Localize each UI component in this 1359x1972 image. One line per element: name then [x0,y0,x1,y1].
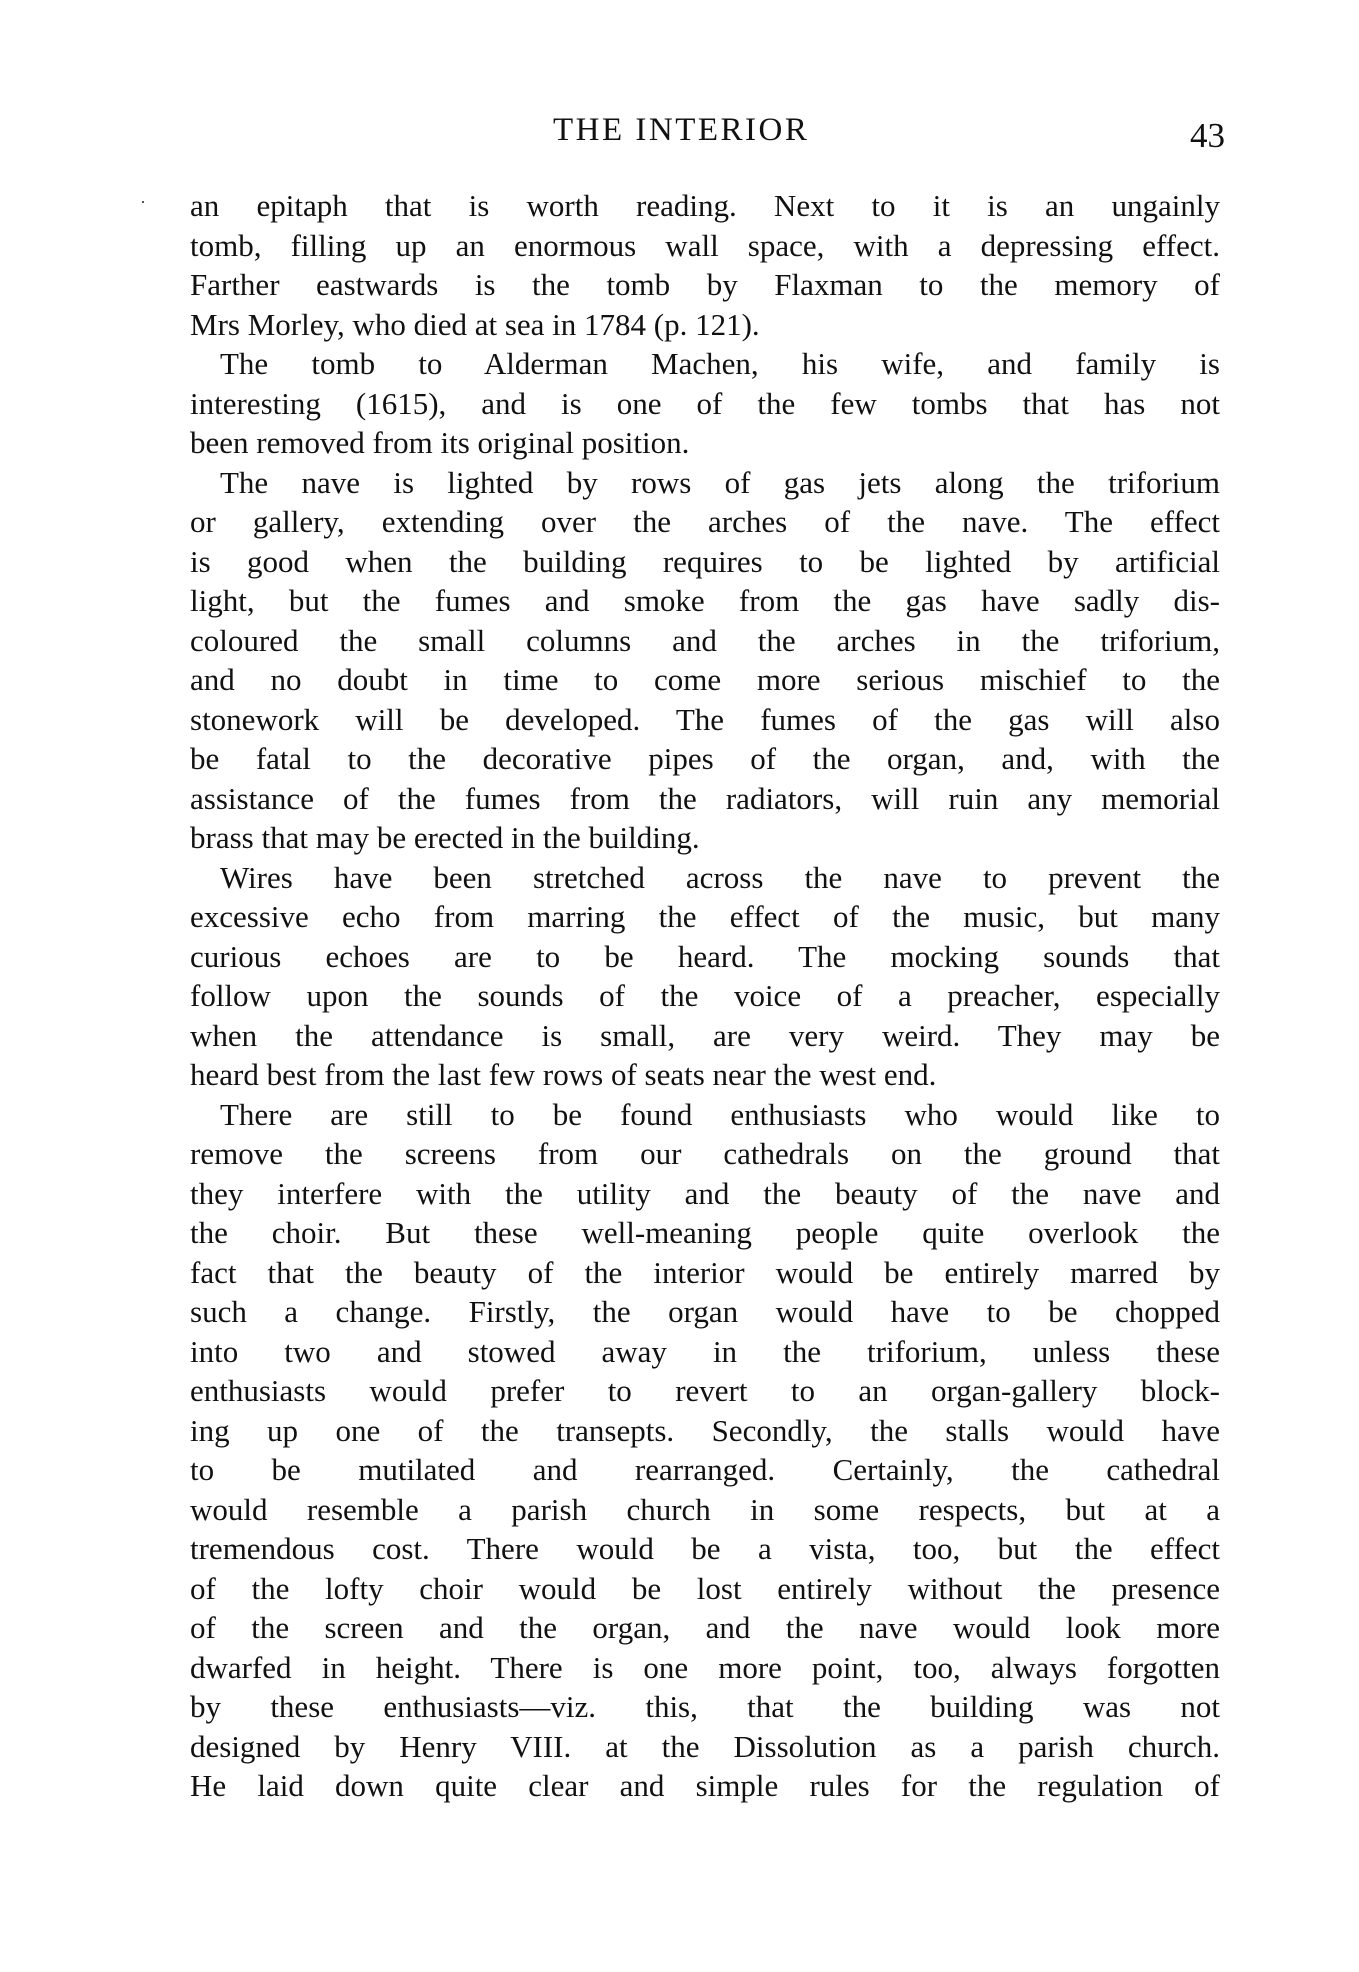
text-line: is good when the building requires to be lighted by artificial [190,543,1220,579]
text-line: light, but the fumes and smoke from the gas have sadly dis- [190,583,1220,618]
text-line: the choir. But these well-meaning people quite overlook the [190,1215,1220,1250]
text-line: would resemble a parish church in some respects, but at a [190,1491,1220,1527]
text-line: heard best from the last few rows of seats near the west end. [190,1057,937,1092]
text-line: of the screen and the organ, and the nave would look more [190,1610,1220,1645]
text-line: designed by Henry VIII. at the Dissolution as a parish church. [190,1728,1220,1764]
text-line: Farther eastwards is the tomb by Flaxman to the memory of [190,267,1220,302]
text-line: dwarfed in height. There is one more point, too, always forgotten [190,1649,1220,1685]
text-line: brass that may be erected in the building. [190,820,700,855]
text-line: when the attendance is small, are very weird. They may be [190,1017,1220,1053]
text-line: The tomb to Alderman Machen, his wife, and family is [220,346,1220,381]
text-line: enthusiasts would prefer to revert to an organ-gallery block- [190,1373,1220,1408]
text-line: There are still to be found enthusiasts who would like to [220,1096,1220,1132]
text-line: of the lofty choir would be lost entirely without the presence [190,1570,1220,1606]
running-title: THE INTERIOR [553,112,810,148]
text-line: to be mutilated and rearranged. Certainly, the cathedral [190,1452,1220,1487]
text-line: an epitaph that is worth reading. Next to it is an ungainly [190,188,1220,223]
text-line: by these enthusiasts—viz. this, that the building was not [190,1689,1220,1724]
text-line: ing up one of the transepts. Secondly, the stalls would have [190,1412,1220,1448]
text-line: follow upon the sounds of the voice of a preacher, especially [190,978,1220,1013]
text-line: into two and stowed away in the triforium, unless these [190,1333,1220,1369]
text-line: The nave is lighted by rows of gas jets along the triforium [220,464,1220,500]
text-line: be fatal to the decorative pipes of the organ, and, with the [190,741,1220,776]
text-line: Mrs Morley, who died at sea in 1784 (p. 121). [190,306,760,342]
text-line: Wires have been stretched across the nave to prevent the [220,859,1220,895]
text-line: remove the screens from our cathedrals on the ground that [190,1136,1220,1171]
body-text [190,186,1220,1806]
text-line: stonework will be developed. The fumes of the gas will also [190,701,1220,737]
text-line: assistance of the fumes from the radiators, will ruin any memorial [190,780,1220,816]
text-line: they interfere with the utility and the beauty of the nave and [190,1175,1220,1211]
text-line: coloured the small columns and the arches in the triforium, [190,622,1220,658]
text-line: tremendous cost. There would be a vista, too, but the effect [190,1531,1220,1566]
text-line: interesting (1615), and is one of the few tombs that has not [190,385,1220,421]
page-number: 43 [1190,116,1225,155]
text-line: or gallery, extending over the arches of the nave. The effect [190,504,1220,539]
text-line: tomb, filling up an enormous wall space, with a depressing effect. [190,227,1220,263]
text-line: He laid down quite clear and simple rules for the regulation of [190,1768,1220,1803]
text-line: fact that the beauty of the interior would be entirely marred by [190,1254,1220,1290]
text-line: excessive echo from marring the effect of the music, but many [190,899,1220,934]
text-line: curious echoes are to be heard. The mocking sounds that [190,938,1220,974]
text-line: and no doubt in time to come more serious mischief to the [190,662,1220,697]
scan-speck [142,201,144,203]
running-head [190,106,1230,154]
text-line: such a change. Firstly, the organ would have to be chopped [190,1294,1220,1329]
text-line: been removed from its original position. [190,425,690,460]
